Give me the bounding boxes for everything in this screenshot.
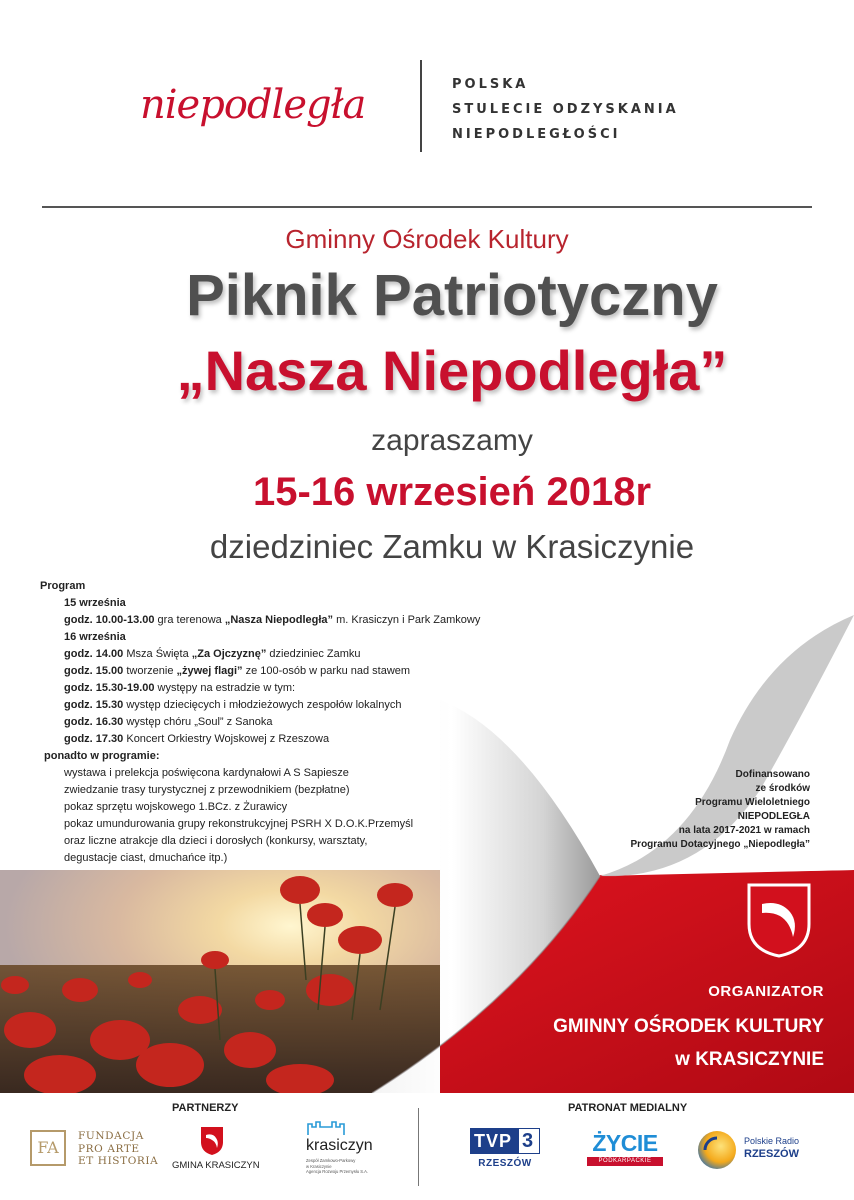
tvp3-city: RZESZÓW: [478, 1158, 532, 1169]
extra-item: pokaz umundurowania grupy rekonstrukcyjnej PSRH X D.O.K.Przemyśl: [64, 818, 414, 830]
extras-heading: ponadto w programie:: [44, 750, 160, 762]
partners-label: PARTNERZY: [172, 1102, 239, 1114]
castle-icon: [306, 1120, 346, 1136]
krasiczyn-small-line: Zespół Zamkowo-Parkowy: [306, 1158, 356, 1163]
extra-item: pokaz sprzętu wojskowego 1.BCz. z Żurawicy: [64, 801, 288, 813]
program-item: [40, 697, 500, 714]
invite-text: zapraszamy: [371, 424, 533, 457]
program-after: m. Krasiczyn i Park Zamkowy: [333, 614, 481, 626]
funding-line: ze środków: [755, 783, 810, 794]
organizer-label: ORGANIZATOR: [708, 983, 824, 1000]
fundacja-line: FUNDACJA: [78, 1130, 144, 1142]
gmina-logo: [172, 1126, 260, 1176]
program-text: występ chóru „Soul” z Sanoka: [123, 716, 273, 728]
event-date: 15-16 wrzesień 2018r: [252, 470, 652, 514]
fundacja-mark-icon: FA: [30, 1130, 66, 1166]
krasiczyn-crest-icon: [746, 882, 812, 958]
zycie-podkarpackie-logo: [585, 1130, 665, 1170]
logo-line: STULECIE ODZYSKANIA: [452, 102, 679, 117]
program-text: tworzenie: [123, 665, 177, 677]
top-rule: [42, 206, 812, 208]
zycie-sub: PODKARPACKIE: [587, 1157, 663, 1166]
program-bold: „żywej flagi”: [176, 665, 243, 677]
program-item: [40, 646, 500, 663]
program-item: [40, 731, 500, 748]
program-bold: „Nasza Niepodległa”: [224, 614, 334, 626]
fundacja-line: ET HISTORIA: [78, 1155, 159, 1167]
media-patronage-label: PATRONAT MEDIALNY: [568, 1102, 688, 1114]
program-text: występy na estradzie w tym:: [154, 682, 296, 694]
radio-disc-icon: [697, 1130, 737, 1170]
tvp3-mark: [470, 1128, 540, 1154]
tvp3-logo: [470, 1128, 540, 1176]
polskie-radio-logo: [697, 1128, 817, 1174]
logo-line: POLSKA: [452, 77, 529, 92]
program-time: godz. 10.00-13.00: [64, 614, 155, 626]
program-heading: Program: [40, 580, 86, 592]
organizer-name-line: GMINNY OŚRODEK KULTURY: [553, 1016, 824, 1037]
program-text: gra terenowa: [154, 614, 225, 626]
program-time: godz. 14.00: [64, 648, 124, 660]
tvp-text: TVP: [474, 1131, 513, 1151]
program-item: [40, 612, 500, 629]
event-venue: dziedziniec Zamku w Krasiczynie: [209, 528, 695, 565]
event-title: Piknik Patriotyczny: [186, 263, 718, 328]
organiser-heading: Gminny Ośrodek Kultury: [285, 224, 569, 254]
fundacja-line: PRO ARTE: [78, 1142, 140, 1155]
logo-line: NIEPODLEGŁOŚCI: [452, 127, 621, 142]
radio-city: RZESZÓW: [744, 1148, 799, 1160]
organizer-name-line: w KRASICZYNIE: [675, 1049, 824, 1070]
program-time: godz. 17.30: [64, 733, 124, 745]
logo-divider: [420, 60, 422, 152]
program-text: Msza Święta: [123, 648, 192, 660]
niepodlegla-logo: niepodległa: [140, 82, 366, 128]
program-day: 15 września: [64, 597, 126, 609]
program-time: godz. 15.30: [64, 699, 124, 711]
krasiczyn-castle-logo: [304, 1120, 394, 1180]
extra-item: oraz liczne atrakcje dla dzieci i dorosłych (konkursy, warsztaty,: [64, 835, 368, 847]
program-after: dziedziniec Zamku: [266, 648, 361, 660]
krasiczyn-small-line: w Krasiczynie: [306, 1163, 332, 1169]
program-day: 16 września: [64, 631, 126, 643]
program-block: [40, 578, 500, 867]
extra-item: degustacje ciast, dmuchańce itp.): [64, 852, 228, 864]
funding-line: NIEPODLEGŁA: [737, 811, 810, 822]
program-text: Koncert Orkiestry Wojskowej z Rzeszowa: [123, 733, 330, 745]
program-time: godz. 15.00: [64, 665, 124, 677]
krasiczyn-name: krasiczyn: [306, 1137, 373, 1154]
gmina-text: GMINA KRASICZYN: [172, 1160, 260, 1171]
program-time: godz. 16.30: [64, 716, 124, 728]
event-subtitle: „Nasza Niepodległa”: [176, 339, 728, 402]
extra-item: wystawa i prelekcja poświęcona kardynałowi A S Sapiesze: [64, 767, 349, 779]
funding-line: Programu Dotacyjnego „Niepodległa”: [630, 839, 810, 850]
program-bold: „Za Ojczyznę”: [191, 648, 267, 660]
krasiczyn-small-line: Agencja Rozwoju Przemysłu S.A.: [306, 1169, 369, 1174]
fundacja-text: [78, 1130, 158, 1168]
program-time: godz. 15.30-19.00: [64, 682, 155, 694]
program-item: [40, 663, 500, 680]
funding-line: na lata 2017-2021 w ramach: [678, 825, 810, 836]
zycie-name: ŻYCIE: [592, 1130, 658, 1156]
radio-small-text: Polskie Radio: [744, 1136, 800, 1146]
logo-text-block: [452, 72, 679, 147]
funding-line: Dofinansowano: [735, 769, 810, 780]
program-item: [40, 680, 500, 697]
program-text: występ dziecięcych i młodzieżowych zespołów lokalnych: [123, 699, 402, 711]
krasiczyn-small: [306, 1158, 396, 1175]
footer-divider: [418, 1108, 419, 1186]
extra-item: zwiedzanie trasy turystycznej z przewodnikiem (bezpłatne): [64, 784, 350, 796]
tvp-number: 3: [522, 1130, 534, 1152]
gmina-crest-icon: [200, 1126, 224, 1156]
program-item: [40, 714, 500, 731]
funding-note: [560, 768, 810, 852]
organizer-name: [480, 1010, 824, 1076]
funding-line: Programu Wieloletniego: [695, 797, 810, 808]
program-after: ze 100-osób w parku nad stawem: [242, 665, 411, 677]
fundacja-logo: [30, 1130, 160, 1174]
